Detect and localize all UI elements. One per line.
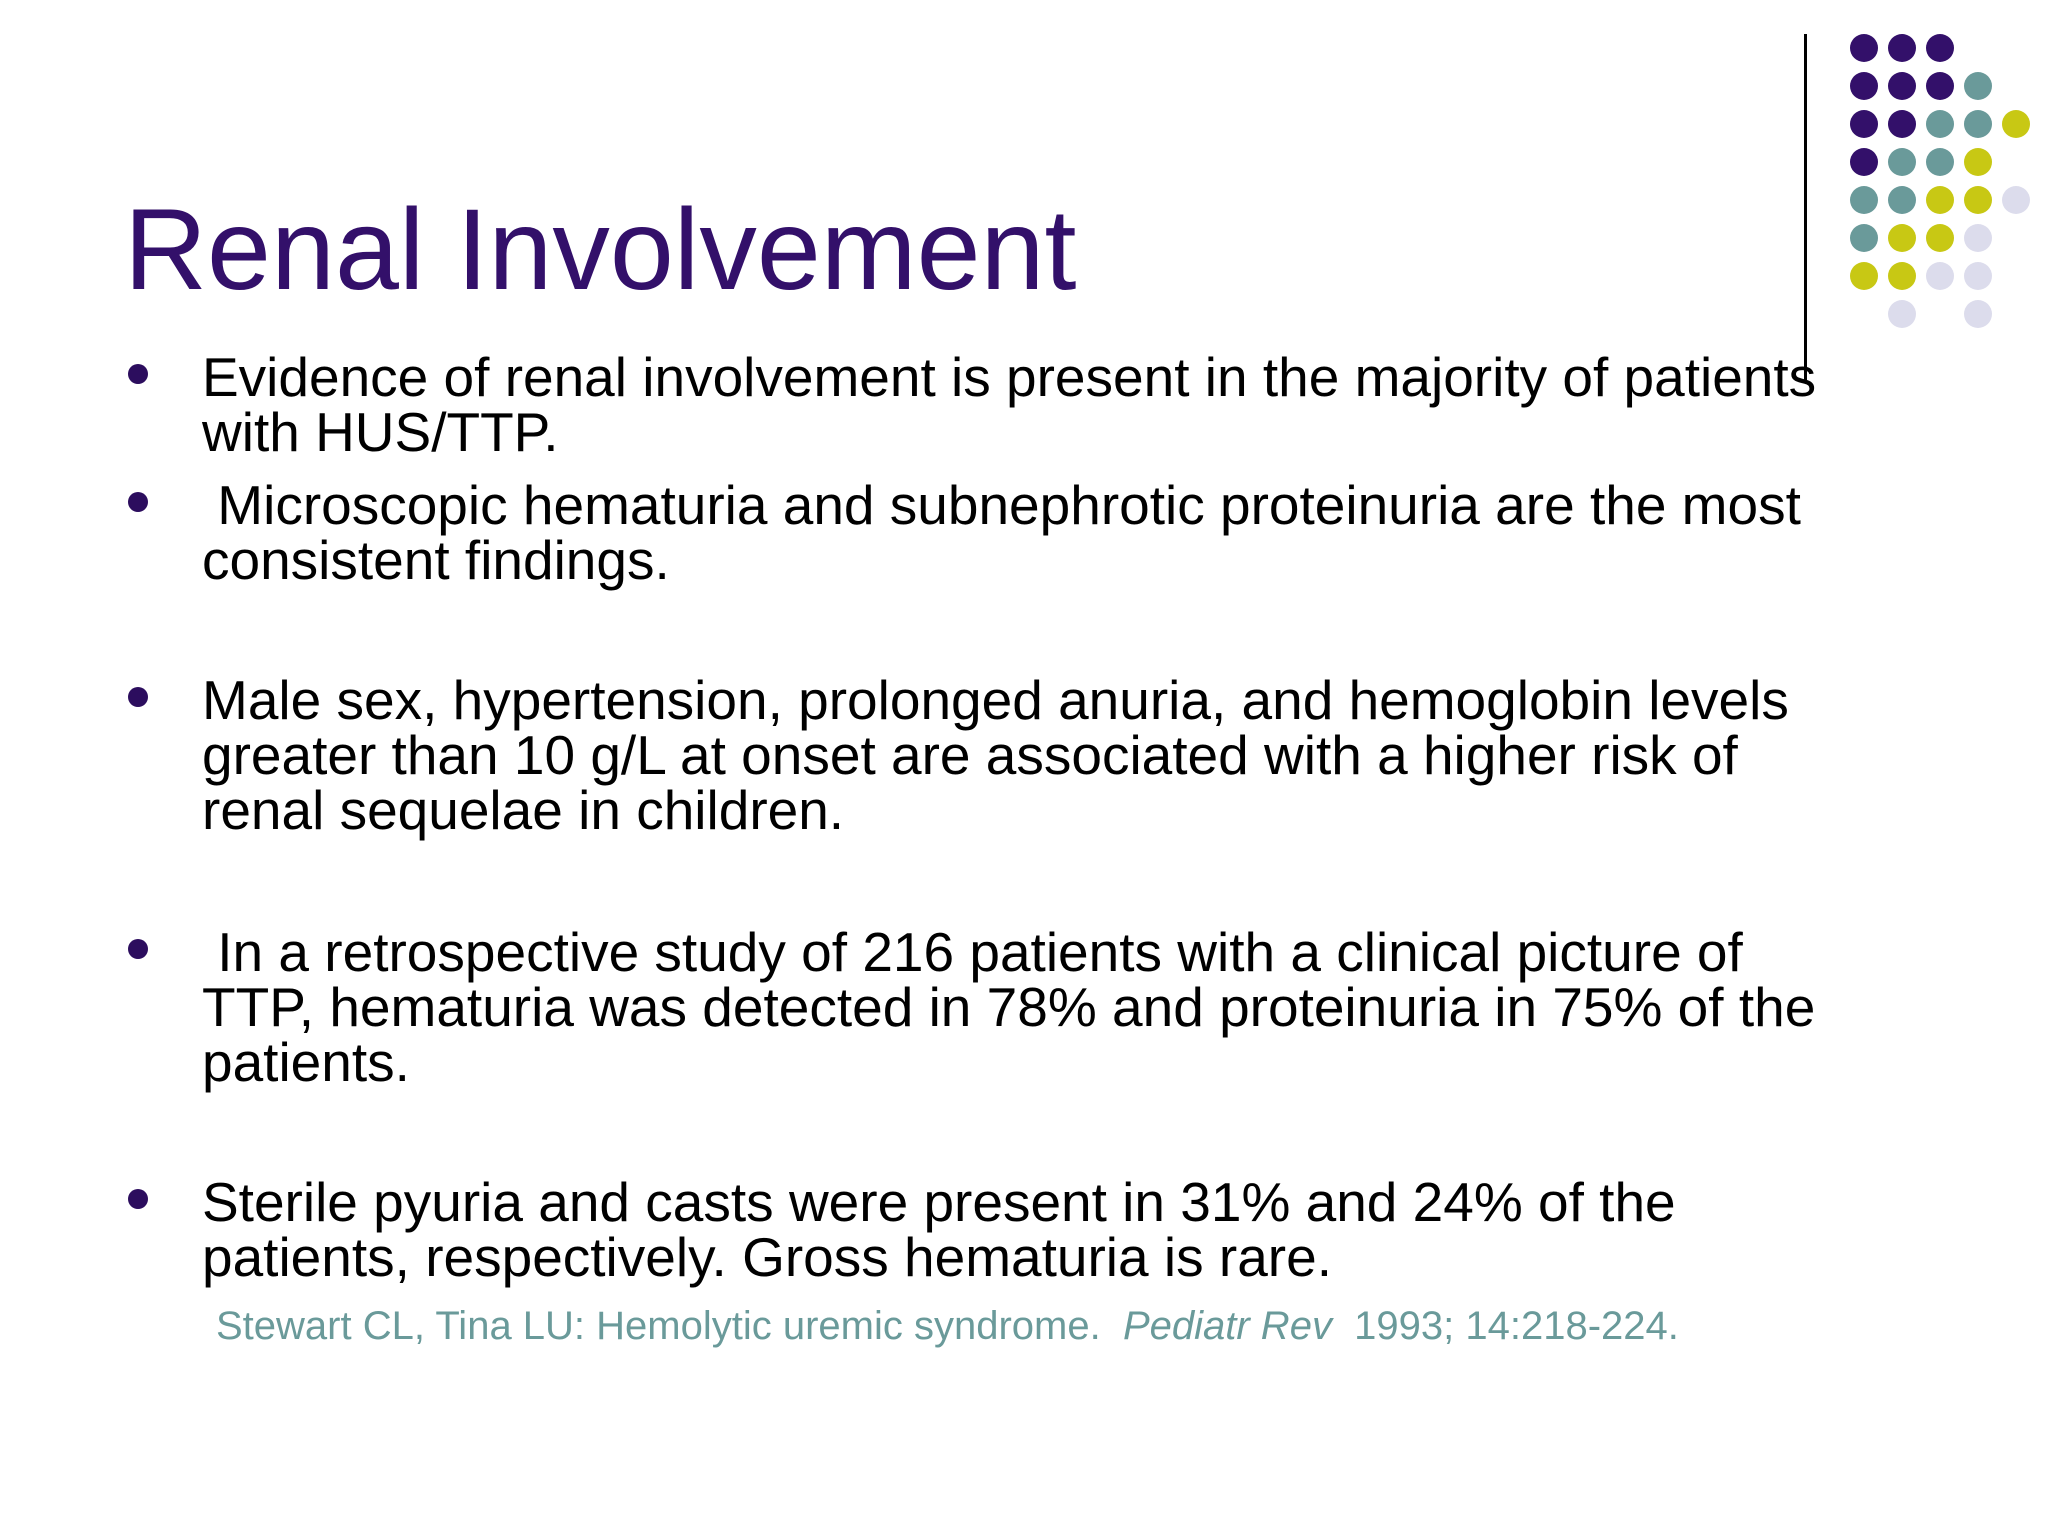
bullet-marker [128, 364, 148, 384]
bullet-marker [128, 687, 148, 707]
citation [216, 1302, 1679, 1350]
bullet-text: Sterile pyuria and casts were present in 31% and 24% of the patients, respectively. Gross hematuria is rare. [202, 1171, 1676, 1288]
slide-title: Renal Involvement [124, 186, 1077, 314]
bullet-marker [128, 1189, 148, 1209]
bullet-text: Male sex, hypertension, prolonged anuria, and hemoglobin levels greater than 10 g/L at onset are associated with a higher risk of renal sequelae in children. [202, 669, 1789, 841]
citation-details: 1993; 14:218-224. [1331, 1304, 1679, 1348]
bullet-text: Evidence of renal involvement is present in the majority of patients with HUS/TTP. [202, 346, 1817, 463]
bullet-marker [128, 939, 148, 959]
bullet-marker [128, 492, 148, 512]
bullet-text: In a retrospective study of 216 patients with a clinical picture of TTP, hematuria was detected in 78% and proteinuria in 75% of the patients. [202, 921, 1816, 1093]
bullet-text: Microscopic hematuria and subnephrotic proteinuria are the most consistent findings. [202, 474, 1801, 591]
citation-journal: Pediatr Rev [1122, 1304, 1332, 1348]
citation-authors-title: Stewart CL, Tina LU: Hemolytic uremic syndrome. [216, 1304, 1123, 1348]
